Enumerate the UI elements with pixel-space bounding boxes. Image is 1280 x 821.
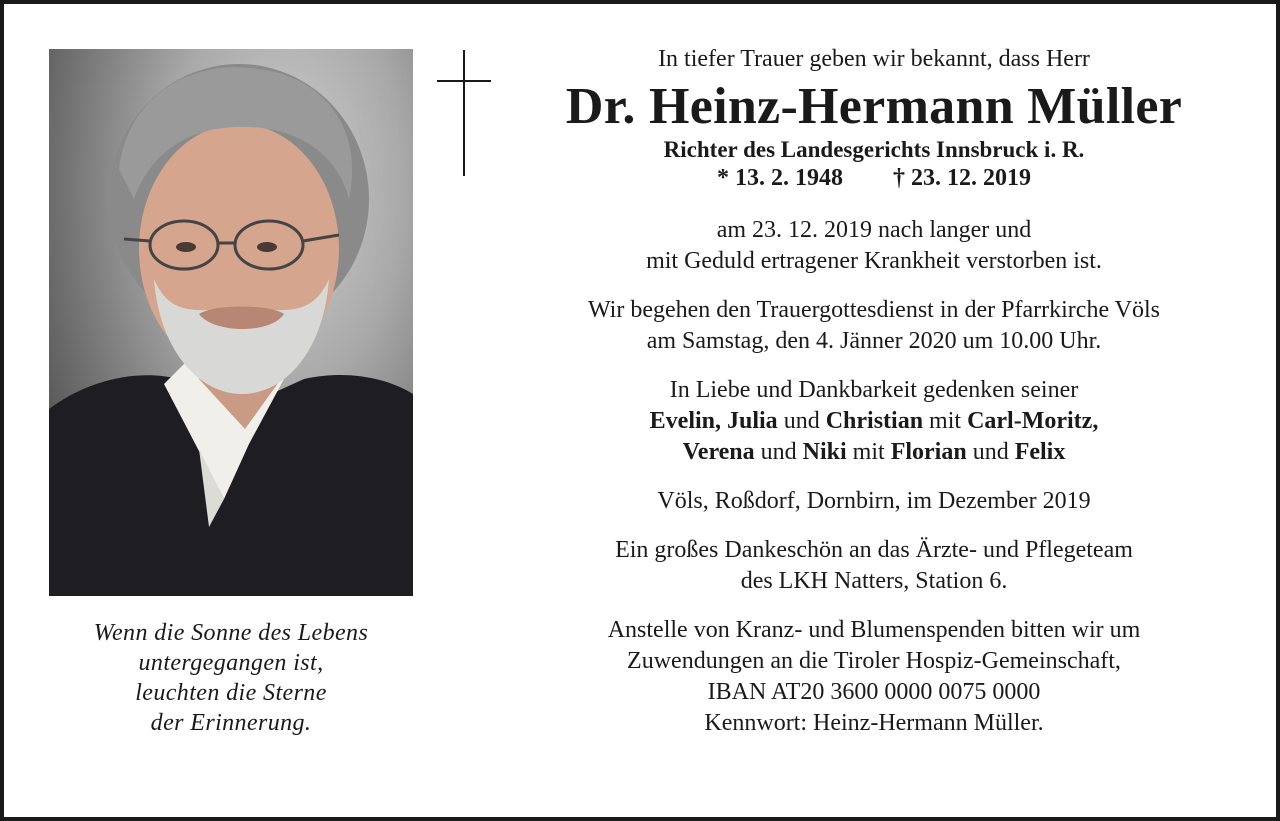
- place-and-date: Völs, Roßdorf, Dornbirn, im Dezember 2019: [657, 488, 1091, 514]
- thanks-line: Ein großes Dankeschön an das Ärzte- und Pflegeteam: [615, 537, 1133, 563]
- donation-note: [504, 615, 1244, 739]
- iban: IBAN AT20 3600 0000 0075 0000: [707, 679, 1041, 705]
- deceased-name: Dr. Heinz-Hermann Müller: [565, 78, 1183, 135]
- funeral-service: [504, 295, 1244, 357]
- cross-icon: [463, 50, 465, 176]
- donation-line: Zuwendungen an die Tiroler Hospiz-Gemeinschaft,: [627, 648, 1121, 674]
- cross-icon-bar: [437, 80, 491, 82]
- memorial-quote: [49, 618, 413, 738]
- death-notice-line: am 23. 12. 2019 nach langer und: [716, 217, 1032, 243]
- birth-date: * 13. 2. 1948: [717, 165, 843, 191]
- family-name: Florian: [890, 439, 967, 465]
- service-line: am Samstag, den 4. Jänner 2020 um 10.00 Uhr.: [646, 328, 1102, 354]
- connector-word: und: [783, 408, 820, 434]
- family-names-line: [504, 437, 1244, 468]
- family-name: Evelin,: [649, 408, 721, 434]
- death-notice: [504, 215, 1244, 277]
- connector-word: und: [760, 439, 797, 465]
- connector-word: und: [972, 439, 1009, 465]
- life-dates: [504, 164, 1244, 193]
- deceased-title: Richter des Landesgerichts Innsbruck i. R.: [663, 137, 1085, 162]
- family-names-line: [504, 406, 1244, 437]
- intro-text: In tiefer Trauer geben wir bekannt, dass Herr: [658, 46, 1090, 72]
- death-notice-line: mit Geduld ertragener Krankheit verstorben ist.: [646, 248, 1102, 274]
- donation-line: Anstelle von Kranz- und Blumenspenden bitten wir um: [607, 617, 1141, 643]
- family-name: Christian: [825, 408, 924, 434]
- thanks-note: [504, 535, 1244, 597]
- family-name: Verena: [682, 439, 755, 465]
- connector-word: mit: [852, 439, 885, 465]
- donation-keyword: Kennwort: Heinz-Hermann Müller.: [704, 710, 1044, 736]
- thanks-line: des LKH Natters, Station 6.: [740, 568, 1008, 594]
- remembrance: [504, 375, 1244, 468]
- family-name: Niki: [802, 439, 847, 465]
- family-name: Carl-Moritz,: [967, 408, 1099, 434]
- quote-line: leuchten die Sterne: [135, 680, 327, 706]
- quote-line: der Erinnerung.: [150, 710, 312, 736]
- quote-line: untergegangen ist,: [138, 650, 324, 676]
- family-name: Julia: [727, 408, 778, 434]
- remembrance-intro: In Liebe und Dankbarkeit gedenken seiner: [669, 377, 1079, 403]
- family-name: Felix: [1014, 439, 1066, 465]
- portrait-photo: [49, 49, 413, 596]
- death-date: † 23. 12. 2019: [893, 165, 1031, 191]
- obituary-text: [504, 44, 1244, 739]
- connector-word: mit: [929, 408, 962, 434]
- service-line: Wir begehen den Trauergottesdienst in der Pfarrkirche Völs: [587, 297, 1160, 323]
- quote-line: Wenn die Sonne des Lebens: [93, 620, 369, 646]
